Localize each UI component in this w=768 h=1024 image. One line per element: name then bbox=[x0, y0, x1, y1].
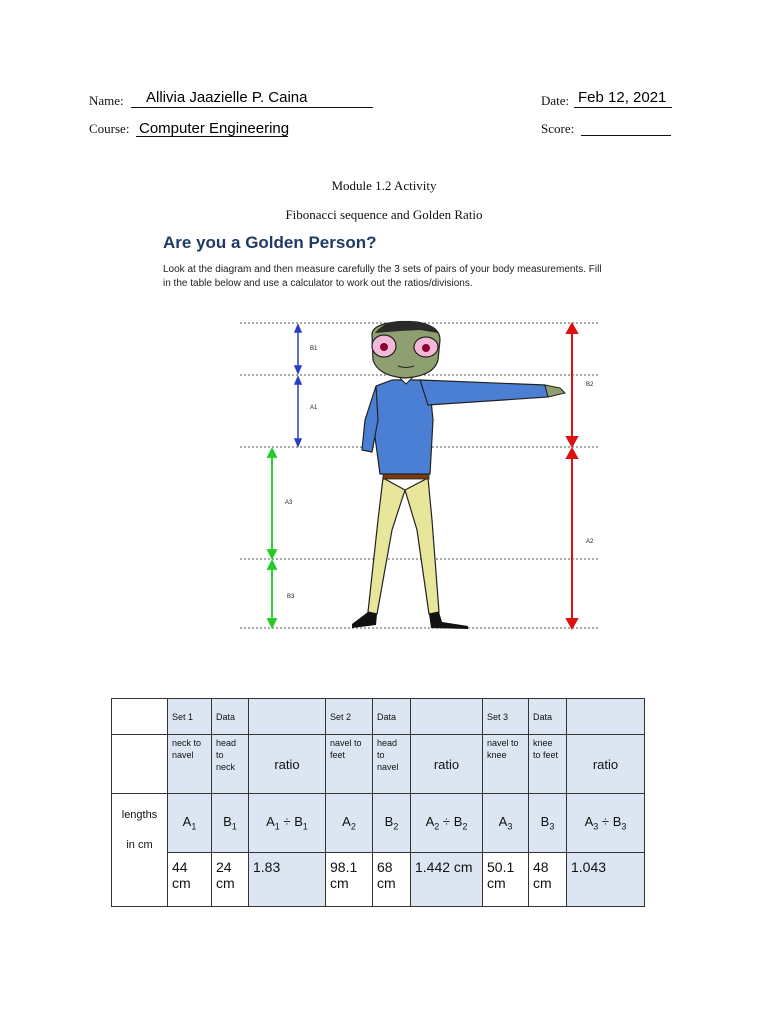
right-shoe bbox=[429, 612, 468, 629]
table-row-symbols bbox=[112, 794, 645, 853]
left-leg bbox=[368, 478, 405, 614]
date-value[interactable]: Feb 12, 2021 bbox=[578, 89, 667, 106]
cell-empty-2 bbox=[112, 735, 168, 794]
lengths-label: lengths bbox=[121, 809, 158, 821]
cartoon-figure bbox=[352, 321, 565, 629]
module-title: Module 1.2 Activity bbox=[331, 178, 437, 193]
desc-head-to-neck: head to neck bbox=[212, 735, 249, 794]
ratio-label-2: ratio bbox=[411, 735, 483, 794]
ratio-table bbox=[111, 698, 645, 907]
red-arrows bbox=[567, 324, 577, 628]
label-b2: B2 bbox=[586, 382, 594, 388]
right-arm bbox=[420, 380, 548, 405]
right-pupil bbox=[422, 344, 430, 352]
data-label-1: Data bbox=[212, 699, 249, 735]
left-pupil bbox=[380, 343, 388, 351]
symbol-b2: $B_2$ bbox=[373, 794, 411, 853]
right-hand bbox=[545, 385, 565, 397]
symbol-a1: $A_1$ bbox=[168, 794, 212, 853]
name-label: Name: bbox=[89, 93, 124, 108]
left-shoe bbox=[352, 612, 377, 628]
value-b3[interactable]: 48 cm bbox=[529, 853, 567, 907]
desc-neck-to-navel: neck to navel bbox=[168, 735, 212, 794]
value-ratio-2[interactable]: 1.442 cm bbox=[411, 853, 483, 907]
green-arrows bbox=[268, 449, 276, 627]
activity-heading: Are you a Golden Person? bbox=[163, 233, 377, 252]
cell-empty bbox=[112, 699, 168, 735]
table-row-sets bbox=[112, 699, 645, 735]
symbol-a2-div-b2: $A_2 \div B_2$ bbox=[411, 794, 483, 853]
value-b1[interactable]: 24 cm bbox=[212, 853, 249, 907]
lengths-in-cm bbox=[112, 794, 168, 907]
value-a3[interactable]: 50.1 cm bbox=[483, 853, 529, 907]
label-a2: A2 bbox=[586, 539, 594, 545]
label-b3: B3 bbox=[287, 594, 295, 600]
table-row-descriptions bbox=[112, 735, 645, 794]
label-a1: A1 bbox=[310, 405, 318, 411]
symbol-a3: $A_3$ bbox=[483, 794, 529, 853]
value-a2[interactable]: 98.1 cm bbox=[326, 853, 373, 907]
desc-navel-to-knee: navel to knee bbox=[483, 735, 529, 794]
in-cm-label: in cm bbox=[126, 839, 153, 851]
symbol-b1: $B_1$ bbox=[212, 794, 249, 853]
course-value[interactable]: Computer Engineering bbox=[139, 120, 290, 137]
instructions-line-1: Look at the diagram and then measure carefully the 3 sets of pairs of your body measurements. Fill bbox=[163, 264, 602, 275]
ratio-label-3: ratio bbox=[567, 735, 645, 794]
score-label: Score: bbox=[541, 121, 575, 136]
value-b2[interactable]: 68 cm bbox=[373, 853, 411, 907]
desc-head-to-navel: head to navel bbox=[373, 735, 411, 794]
table-row-values bbox=[112, 853, 645, 907]
value-ratio-1[interactable]: 1.83 bbox=[249, 853, 326, 907]
label-a3: A3 bbox=[285, 500, 293, 506]
course-label: Course: bbox=[89, 121, 130, 136]
ratio-label-1: ratio bbox=[249, 735, 326, 794]
set1-label: Set 1 bbox=[168, 699, 212, 735]
module-subtitle: Fibonacci sequence and Golden Ratio bbox=[285, 207, 483, 222]
desc-navel-to-feet: navel to feet bbox=[326, 735, 373, 794]
torso bbox=[372, 380, 433, 474]
set2-label: Set 2 bbox=[326, 699, 373, 735]
date-label: Date: bbox=[541, 93, 570, 108]
name-value[interactable]: Allivia Jaazielle P. Caina bbox=[146, 89, 308, 106]
blue-arrows bbox=[295, 325, 301, 446]
right-leg bbox=[405, 478, 439, 614]
cell-empty-r3 bbox=[567, 699, 645, 735]
symbol-a2: $A_2$ bbox=[326, 794, 373, 853]
desc-knee-to-feet: knee to feet bbox=[529, 735, 567, 794]
cell-empty-r2 bbox=[411, 699, 483, 735]
value-ratio-3[interactable]: 1.043 bbox=[567, 853, 645, 907]
symbol-a1-div-b1: $A_1 \div B_1$ bbox=[249, 794, 326, 853]
value-a1[interactable]: 44 cm bbox=[168, 853, 212, 907]
cell-empty-r1 bbox=[249, 699, 326, 735]
data-label-3: Data bbox=[529, 699, 567, 735]
set3-label: Set 3 bbox=[483, 699, 529, 735]
symbol-b3: $B_3$ bbox=[529, 794, 567, 853]
label-b1: B1 bbox=[310, 346, 318, 352]
symbol-a3-div-b3: $A_3 \div B_3$ bbox=[567, 794, 645, 853]
data-label-2: Data bbox=[373, 699, 411, 735]
instructions-line-2: in the table below and use a calculator to work out the ratios/divisions. bbox=[163, 278, 473, 289]
